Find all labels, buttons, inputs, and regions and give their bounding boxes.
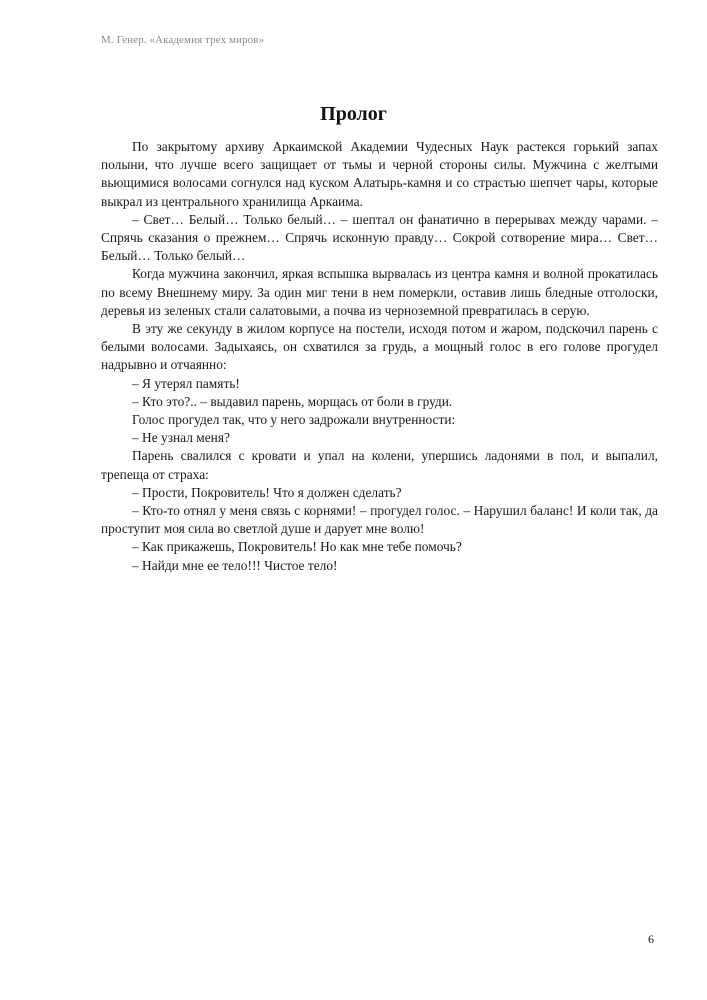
paragraph: В эту же секунду в жилом корпусе на постели, исходя потом и жаром, подскочил парень с белыми волосами. Задыхаясь, он схватился за грудь, а мощный голос в его голове прогудел надрывно и отчаянно: (101, 321, 658, 373)
paragraph: – Как прикажешь, Покровитель! Но как мне тебе помочь? (132, 539, 462, 555)
running-header: М. Генер. «Академия трех миров» (101, 34, 265, 46)
paragraph: Голос прогудел так, что у него задрожали внутренности: (132, 412, 456, 428)
paragraph: – Свет… Белый… Только белый… – шептал он фанатично в перерывах между чарами. – Спрячь сказания о прежнем… Спрячь исконную правду… Сокрой сотворение мира… Свет… Белый… Только белый… (101, 211, 658, 264)
paragraph: – Не узнал меня? (132, 430, 230, 446)
paragraph: – Кто это?.. – выдавил парень, морщась от боли в груди. (132, 393, 453, 409)
page-number: 6 (648, 932, 654, 946)
chapter-body (101, 138, 658, 575)
paragraph: Когда мужчина закончил, яркая вспышка вырвалась из центра камня и волной прокатилась по всему Внешнему миру. За один миг тени в нем померкли, оставив лишь бледные отголоски, деревья из зеленых стали салатовыми, а почва из черноземной превратилась в серую. (101, 266, 658, 318)
paragraph: – Я утерял память! (132, 375, 240, 391)
paragraph: – Найди мне ее тело!!! Чистое тело! (132, 557, 338, 573)
paragraph: По закрытому архиву Аркаимской Академии Чудесных Наук растекся горький запах полыни, что лучше всего защищает от тьмы и черной стороны силы. Мужчина с желтыми вьющимися волосами согнулся над куском Алатырь-камня и со страстью шепчет чары, которые выкрал из центрального хранилища Аркаима. (101, 139, 658, 209)
paragraph: – Кто-то отнял у меня связь с корнями! – прогудел голос. – Нарушил баланс! И коли так, да проступит моя сила во светлой душе и дарует мне волю! (101, 503, 658, 537)
paragraph: Парень свалился с кровати и упал на колени, упершись ладонями в пол, и выпалил, трепеща от страха: (101, 448, 658, 482)
chapter-title: Пролог (320, 103, 387, 125)
paragraph: – Прости, Покровитель! Что я должен сделать? (132, 484, 402, 500)
